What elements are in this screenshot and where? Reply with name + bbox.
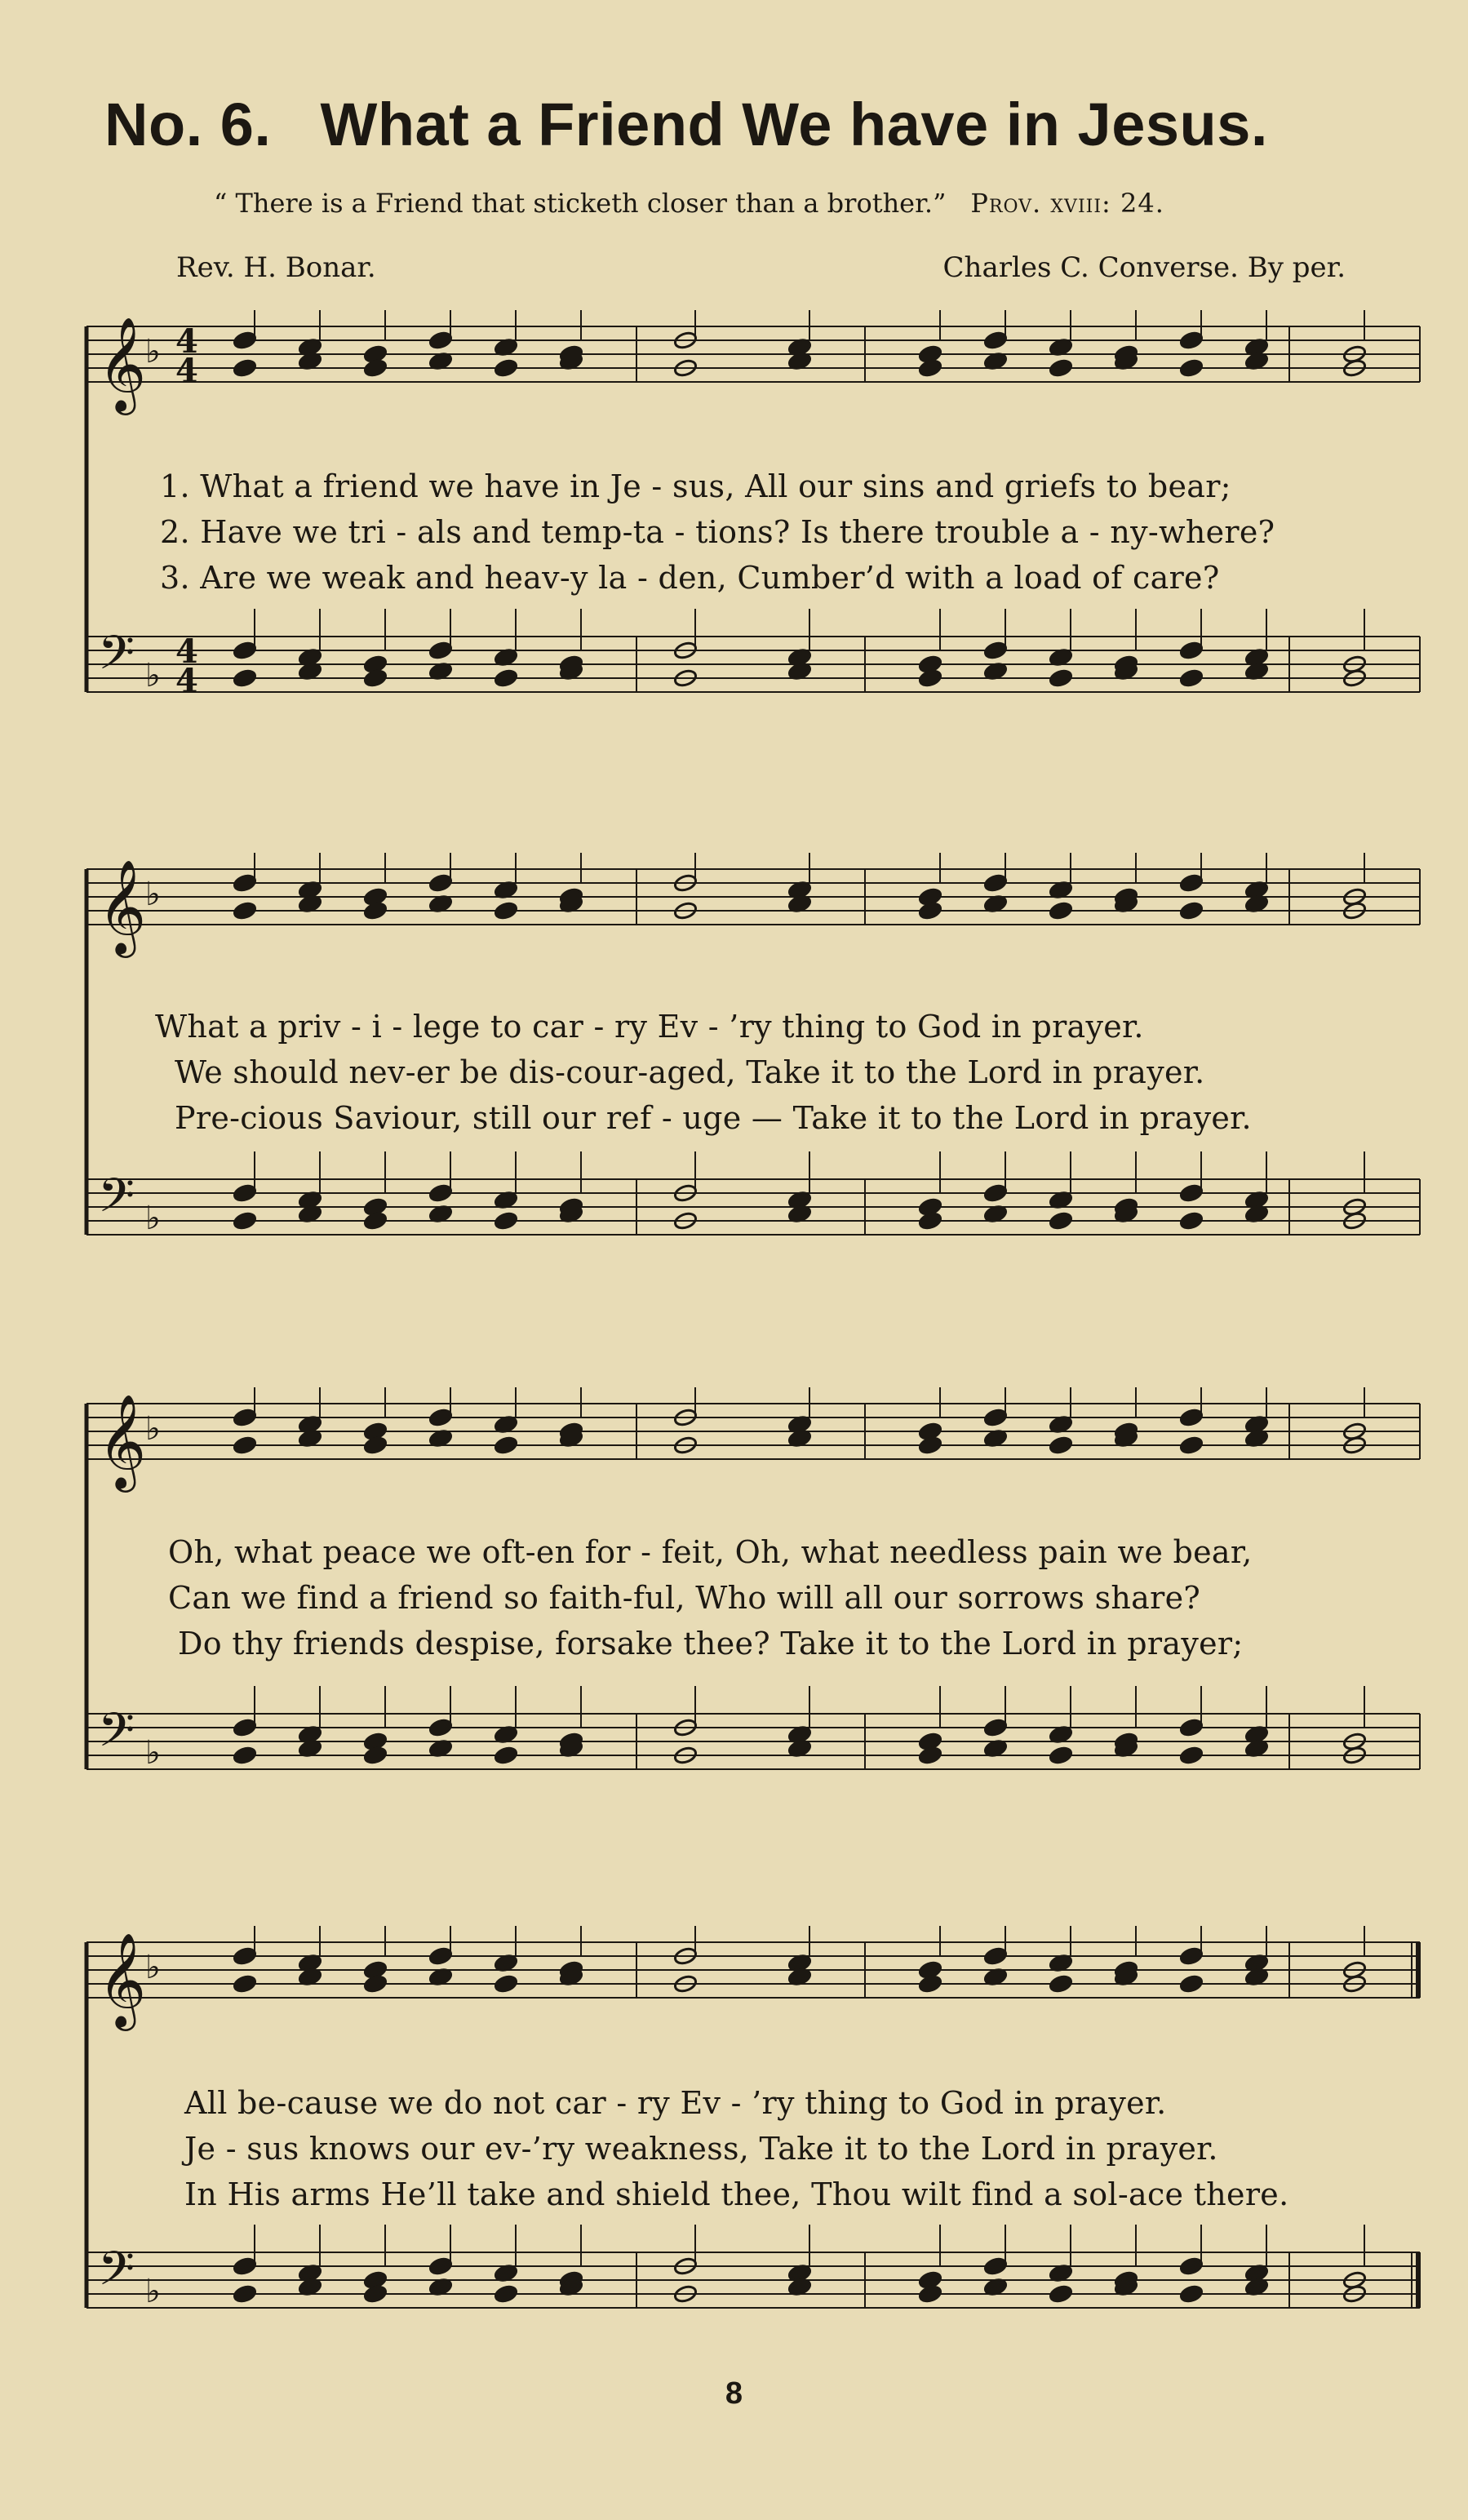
lyric-line-1-3: 3. Are we weak and heav-y la - den, Cumber’d with a load of care? [160,560,1220,596]
hymn-title-line [104,90,1268,159]
author-credit: Rev. H. Bonar. [176,251,376,284]
svg-text:♭: ♭ [145,333,161,370]
epigraph-reference: Prov. xviii: 24. [970,188,1164,219]
hymn-title: What a Friend We have in Jesus. [320,91,1268,158]
svg-text:4: 4 [175,352,198,390]
music-system-2 [82,853,1428,1342]
svg-text:♭: ♭ [145,1949,161,1986]
svg-text:𝄢: 𝄢 [98,1702,135,1769]
composer-credit: Charles C. Converse. By per. [942,251,1346,284]
lyric-line-4-2: Je - sus knows our ev-’ry weakness, Take it to the Lord in prayer. [184,2131,1218,2167]
music-system-4 [82,1926,1428,2416]
svg-text:𝄞: 𝄞 [98,1932,147,2027]
svg-text:𝄞: 𝄞 [98,1393,147,1488]
lyric-line-1-2: 2. Have we tri - als and temp-ta - tions? Is there trouble a - ny-where? [160,514,1275,550]
lyric-line-2-2: We should nev-er be dis-cour-aged, Take it to the Lord in prayer. [175,1054,1205,1090]
score-staves-3 [82,1387,1428,1844]
svg-text:♭: ♭ [145,657,161,694]
lyric-line-2-3: Pre-cious Saviour, still our ref - uge — Take it to the Lord in prayer. [175,1100,1252,1136]
music-system-1 [82,310,1428,800]
epigraph [214,188,1164,219]
svg-text:4: 4 [175,322,198,361]
epigraph-quote: “ There is a Friend that sticketh closer than a brother.” [214,188,947,219]
svg-text:♭: ♭ [145,1200,161,1237]
page-number: 8 [725,2376,743,2411]
svg-text:4: 4 [175,632,198,671]
lyric-line-3-1: Oh, what peace we oft-en for - feit, Oh, what needless pain we bear, [168,1534,1253,1570]
lyric-line-3-3: Do thy friends despise, forsake thee? Take it to the Lord in prayer; [178,1626,1244,1662]
lyric-line-4-1: All be-cause we do not car - ry Ev - ’ry thing to God in prayer. [184,2085,1167,2121]
svg-text:♭: ♭ [145,876,161,913]
svg-text:𝄢: 𝄢 [98,1168,135,1235]
svg-text:𝄞: 𝄞 [98,316,147,411]
svg-text:♭: ♭ [145,1734,161,1772]
svg-text:4: 4 [175,662,198,700]
svg-text:♭: ♭ [145,1410,161,1448]
lyric-line-3-2: Can we find a friend so faith-ful, Who will all our sorrows share? [168,1580,1201,1616]
hymn-number: No. 6. [104,91,272,158]
svg-text:𝄞: 𝄞 [98,858,147,954]
lyric-line-4-3: In His arms He’ll take and shield thee, Thou wilt find a sol-ace there. [184,2176,1289,2212]
svg-text:♭: ♭ [145,2273,161,2310]
svg-text:𝄢: 𝄢 [98,625,135,692]
lyric-line-1-1: 1. What a friend we have in Je - sus, All our sins and griefs to bear; [160,468,1231,504]
lyric-line-2-1: What a priv - i - lege to car - ry Ev - ’ry thing to God in prayer. [155,1009,1144,1045]
svg-text:𝄢: 𝄢 [98,2241,135,2308]
